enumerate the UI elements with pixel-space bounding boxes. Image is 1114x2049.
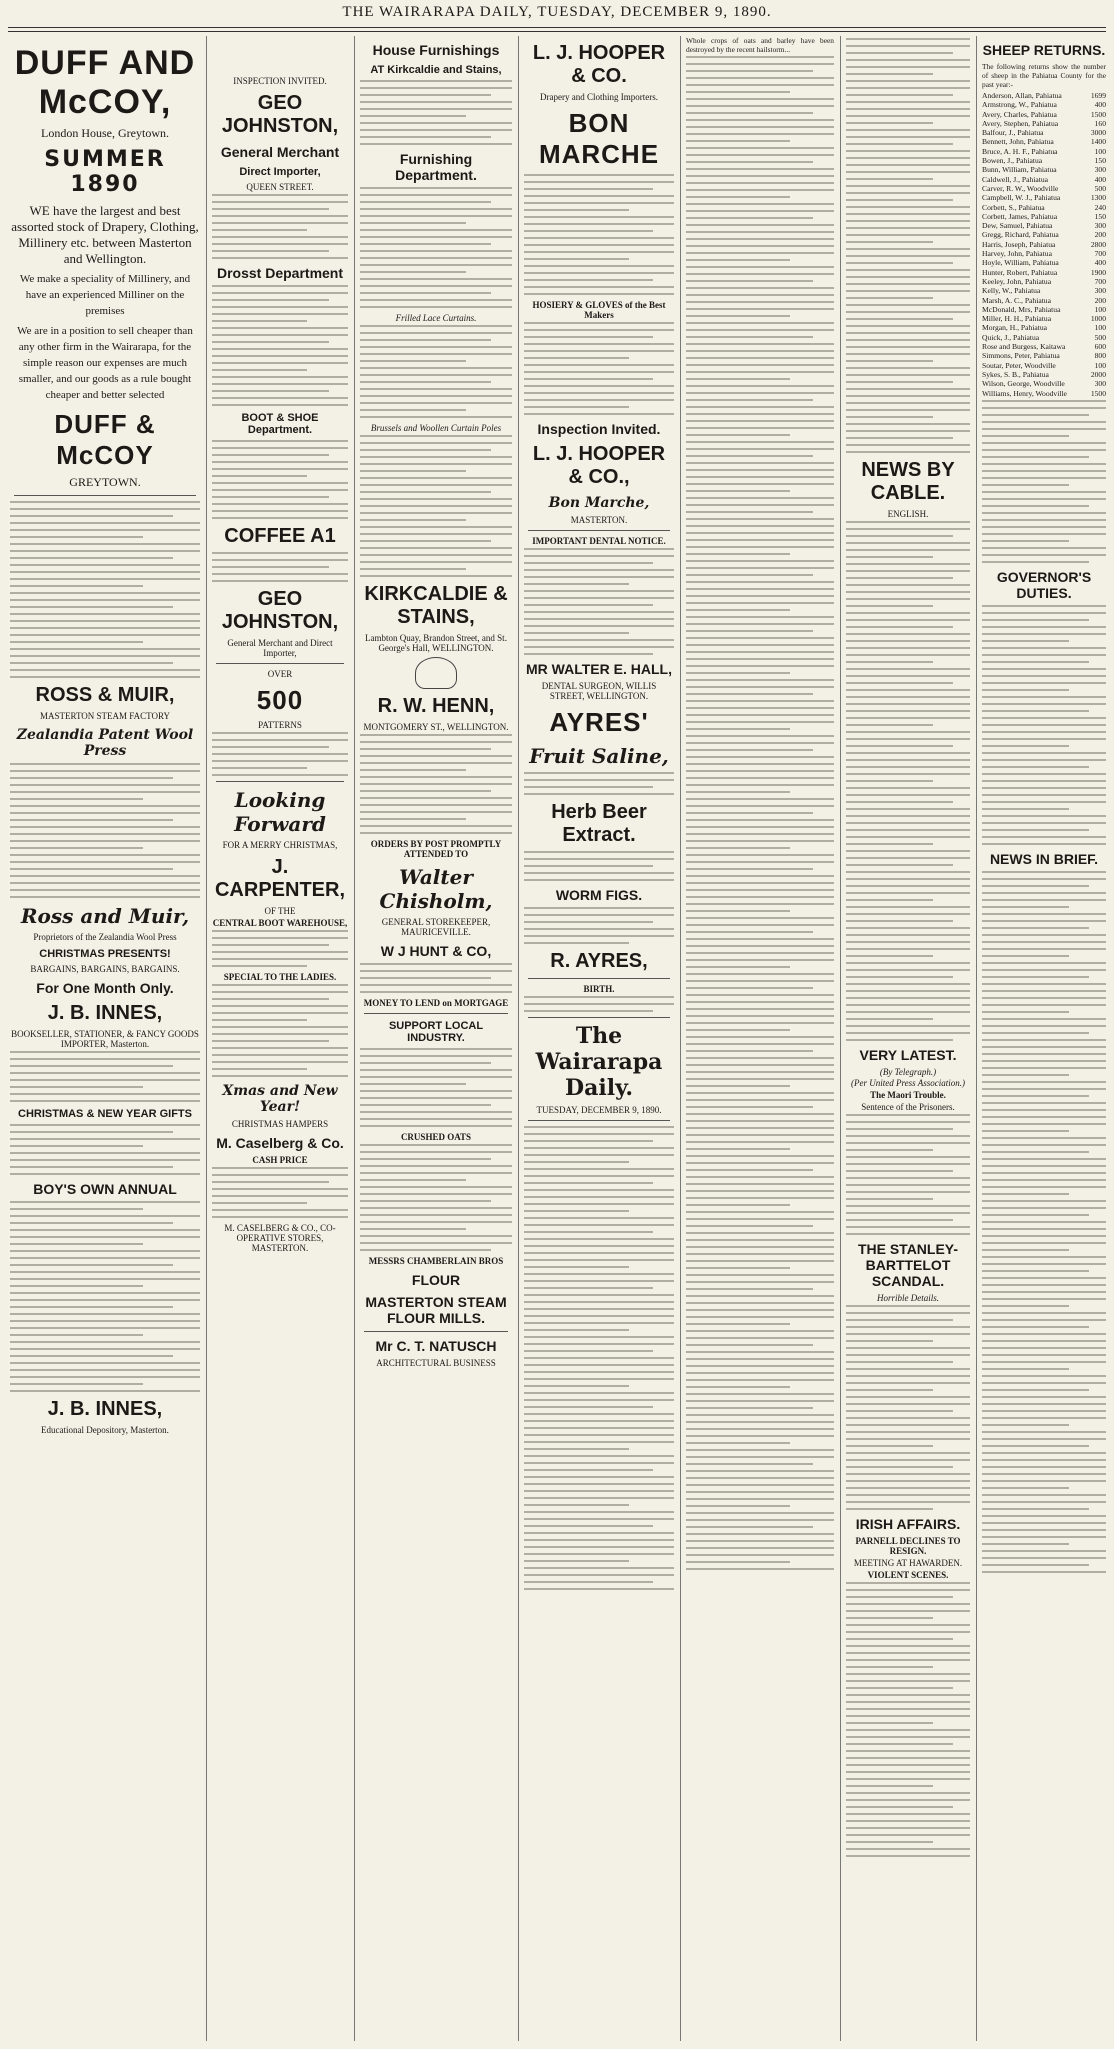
chamberlain-bros: MESSRS CHAMBERLAIN BROS [368, 1256, 504, 1266]
sheep-owner-row [982, 110, 1106, 119]
millinery-note: We make a speciality of Millinery, and have an experienced Milliner on the premises [19, 273, 191, 317]
sheep-count: 100 [1094, 323, 1106, 333]
ayres-heading: AYRES' [549, 707, 649, 737]
sheep-count: 2800 [1090, 239, 1106, 249]
sheep-owner-row [982, 165, 1106, 174]
news-text [846, 1114, 970, 1235]
sheep-count: 1500 [1090, 388, 1106, 398]
text-block [524, 996, 674, 1012]
sheep-owner-row [982, 379, 1106, 388]
sheep-owner-row [982, 203, 1106, 212]
sheep-count: 3000 [1090, 128, 1106, 138]
column-2 [212, 36, 348, 2041]
geo-johnston-repeat: GEO JOHNSTON, [221, 588, 339, 633]
governors-duties: GOVERNOR'S DUTIES. [996, 568, 1092, 601]
owner-name: Simmons, Peter, Pahiatua [982, 351, 1060, 361]
owner-name: Bunn, William, Pahiatua [982, 165, 1057, 175]
position-note: We are in a position to sell cheaper than any other firm in the Wairarapa, for the simple reason our expenses are much smaller, and our goods as a rule bought cheaper and better selected [17, 325, 193, 401]
text-block [10, 1201, 200, 1392]
direct-importer: Direct Importer, [239, 166, 321, 178]
hosiery-gloves: HOSIERY & GLOVES of the Best Makers [532, 300, 666, 320]
text-block [212, 552, 348, 582]
of-the: OF THE [264, 906, 296, 916]
text-block [10, 501, 200, 678]
sheep-owner-row [982, 323, 1106, 332]
dental-notice: IMPORTANT DENTAL NOTICE. [532, 536, 666, 546]
wool-press: Zealandia Patent Wool Press [16, 727, 194, 759]
at-kirkcaldie: AT Kirkcaldie and Stains, [370, 64, 502, 76]
text-block [360, 734, 512, 834]
lambton-quay: Lambton Quay, Brandon Street, and St. George's Hall, WELLINGTON. [365, 633, 507, 653]
money-to-lend: MONEY TO LEND on MORTGAGE [363, 998, 509, 1008]
sentence: Sentence of the Prisoners. [861, 1102, 955, 1112]
ross-muir-note: Proprietors of the Zealandia Wool Press [33, 932, 177, 942]
sheep-count: 240 [1094, 202, 1106, 212]
owner-name: Bowen, J., Pahiatua [982, 156, 1043, 166]
text-block [360, 1144, 512, 1251]
sheep-owner-row [982, 389, 1106, 398]
curtain-poles: Brussels and Woollen Curtain Poles [370, 423, 502, 433]
owner-name: Williams, Henry, Woodville [982, 388, 1067, 398]
birth-notice: BIRTH. [583, 984, 615, 994]
steam-flour-mills: MASTERTON STEAM FLOUR MILLS. [365, 1294, 507, 1326]
sheep-count: 1400 [1090, 137, 1106, 147]
summer-banner: SUMMER 1890 [44, 147, 166, 197]
sheep-count: 100 [1094, 304, 1106, 314]
hawarden-meeting: MEETING AT HAWARDEN. [853, 1558, 963, 1568]
boot-department: BOOT & SHOE Department. [241, 412, 319, 436]
carpenter-heading: J. CARPENTER, [214, 856, 345, 901]
text-block [360, 435, 512, 577]
hall-heading: MR WALTER E. HALL, [526, 661, 672, 677]
herb-beer: Herb Beer Extract. [551, 801, 647, 846]
owner-name: Campbell, W. J., Pahiatua [982, 193, 1061, 203]
column-rule [976, 36, 977, 2041]
sheep-count: 400 [1094, 100, 1106, 110]
christmas-hampers: CHRISTMAS HAMPERS [231, 1119, 329, 1129]
owner-name: Rose and Burgess, Kaitawa [982, 342, 1066, 352]
inspection-invited: Inspection Invited. [537, 421, 661, 437]
news-text [686, 56, 834, 1570]
text-block [524, 322, 674, 415]
owner-name: Corbett, S., Pahiatua [982, 202, 1045, 212]
text-block [524, 772, 674, 795]
kirkcaldie-stains-heading: KIRKCALDIE & STAINS, [364, 583, 508, 628]
henn-sub: MONTGOMERY ST., WELLINGTON. [363, 722, 509, 732]
column-1 [10, 36, 200, 2041]
divider [364, 1013, 508, 1014]
owner-name: Avery, Stephen, Pahiatua [982, 118, 1059, 128]
divider [528, 978, 670, 979]
general-merchant: General Merchant [220, 144, 340, 160]
sheep-owner-row [982, 147, 1106, 156]
divider [216, 663, 344, 664]
natusch-sub: ARCHITECTURAL BUSINESS [376, 1358, 496, 1368]
sheep-owner-row [982, 333, 1106, 342]
royal-crest-icon [415, 657, 457, 689]
news-text [982, 400, 1106, 563]
column-rule [840, 36, 841, 2041]
english-section: ENGLISH. [887, 509, 929, 519]
special-ladies: SPECIAL TO THE LADIES. [223, 972, 337, 982]
storekeeper: GENERAL STOREKEEPER, MAURICEVILLE. [381, 917, 491, 937]
column-3 [360, 36, 512, 2041]
sheep-count: 700 [1094, 249, 1106, 259]
by-telegraph: (By Telegraph.) [879, 1067, 937, 1077]
natusch-heading: Mr C. T. NATUSCH [375, 1338, 497, 1354]
text-block [10, 1051, 200, 1102]
sheep-count: 600 [1094, 342, 1106, 352]
sheep-count: 2000 [1090, 369, 1106, 379]
sheep-owner-row [982, 128, 1106, 137]
chisholm-heading: Walter Chisholm, [379, 865, 493, 913]
sheep-count: 500 [1094, 332, 1106, 342]
divider [528, 530, 670, 531]
owner-name: Keeley, John, Pahiatua [982, 276, 1052, 286]
sheep-count: 1699 [1090, 91, 1106, 100]
over-label: OVER [267, 669, 293, 679]
xmas-gifts: CHRISTMAS & NEW YEAR GIFTS [18, 1108, 192, 1120]
divider [216, 781, 344, 782]
irish-affairs: IRISH AFFAIRS. [855, 1516, 961, 1532]
sheep-count: 150 [1094, 211, 1106, 221]
lace-curtains: Frilled Lace Curtains. [395, 313, 477, 323]
owner-name: Morgan, H., Pahiatua [982, 323, 1048, 333]
sheep-owner-row [982, 277, 1106, 286]
sheep-count: 100 [1094, 360, 1106, 370]
stanley-scandal: THE STANLEY-BARTTELOT SCANDAL. [857, 1241, 959, 1289]
innes-sub: BOOKSELLER, STATIONER, & FANCY GOODS IMPORTER, Masterton. [11, 1029, 199, 1049]
patterns-number: 500 [256, 685, 304, 715]
owner-name: Wilson, George, Woodville [982, 379, 1065, 389]
masterton: MASTERTON. [570, 515, 628, 525]
text-block [524, 851, 674, 881]
sheep-count: 100 [1094, 146, 1106, 156]
sheep-count: 1300 [1090, 193, 1106, 203]
sheep-intro: The following returns show the number of sheep in the Pahiatua County for the past year:- [982, 62, 1106, 89]
column-7 [982, 36, 1106, 2041]
text-block [360, 325, 512, 418]
sheep-count: 1500 [1090, 109, 1106, 119]
editorial-text [524, 1126, 674, 1590]
central-boot-warehouse: CENTRAL BOOT WAREHOUSE, [212, 918, 348, 928]
sheep-owner-row [982, 156, 1106, 165]
owner-name: Hunter, Robert, Pahiatua [982, 267, 1058, 277]
masthead-rule [8, 27, 1106, 28]
duff-mccoy-heading: DUFF AND McCOY, [14, 44, 196, 121]
sheep-owner-row [982, 314, 1106, 323]
column-5-lead: Whole crops of oats and barley have been destroyed by the recent hailstorm... [686, 36, 834, 54]
sheep-count: 400 [1094, 258, 1106, 268]
text-block [360, 1048, 512, 1127]
text-block [360, 80, 512, 145]
text-block [212, 440, 348, 519]
fruit-saline: Fruit Saline, [529, 744, 669, 768]
owner-name: McDonald, Mrs, Pahiatua [982, 304, 1061, 314]
innes-heading: J. B. INNES, [47, 1002, 163, 1024]
sheep-list [982, 91, 1106, 398]
owner-name: Corbett, James, Pahiatua [982, 211, 1058, 221]
sheep-count: 160 [1094, 118, 1106, 128]
sheep-owner-row [982, 91, 1106, 100]
sheep-count: 500 [1094, 183, 1106, 193]
masthead: THE WAIRARAPA DAILY, TUESDAY, DECEMBER 9, 1890. [342, 4, 772, 20]
divider [528, 1120, 670, 1121]
stock-intro: WE have the largest and best assorted stock of Drapery, Clothing, Millinery etc. between Masterton and Wellington. [11, 203, 199, 266]
column-rule [518, 36, 519, 2041]
ross-muir-heading: ROSS & MUIR, [35, 684, 175, 706]
owner-name: Balfour, J., Pahiatua [982, 128, 1044, 138]
news-text [982, 605, 1106, 845]
sheep-owner-row [982, 249, 1106, 258]
crushed-oats: CRUSHED OATS [400, 1132, 472, 1142]
owner-name: Gregg, Richard, Pahiatua [982, 230, 1059, 240]
xmas-new-year: Xmas and New Year! [222, 1083, 338, 1115]
sheep-count: 300 [1094, 286, 1106, 296]
flour: FLOUR [411, 1272, 461, 1288]
sheep-count: 700 [1094, 276, 1106, 286]
coffee-a1: COFFEE A1 [224, 525, 336, 547]
sheep-owner-row [982, 119, 1106, 128]
sheep-owner-row [982, 184, 1106, 193]
violent-scenes: VIOLENT SCENES. [867, 1570, 949, 1580]
bon-marche-sub: Bon Marche, [548, 495, 650, 511]
news-text [982, 871, 1106, 1573]
sheep-owner-row [982, 342, 1106, 351]
sheep-count: 400 [1094, 174, 1106, 184]
inspection-invited: INSPECTION INVITED. [233, 76, 327, 86]
text-block [524, 548, 674, 655]
text-block [212, 1167, 348, 1218]
merry-christmas: FOR A MERRY CHRISTMAS, [222, 840, 338, 850]
sheep-count: 300 [1094, 221, 1106, 231]
sheep-count: 150 [1094, 156, 1106, 166]
column-rule [206, 36, 207, 2041]
sheep-owner-row [982, 212, 1106, 221]
editorial-date: TUESDAY, DECEMBER 9, 1890. [536, 1105, 662, 1115]
sheep-owner-row [982, 221, 1106, 230]
owner-name: Harris, Joseph, Pahiatua [982, 239, 1056, 249]
bon-marche: BON MARCHE [538, 108, 660, 169]
sheep-count: 200 [1094, 295, 1106, 305]
owner-name: Sykes, S. B., Pahiatua [982, 369, 1049, 379]
text-block [212, 984, 348, 1077]
greytown: GREYTOWN. [69, 475, 141, 489]
sheep-owner-row [982, 351, 1106, 360]
geo-johnston-heading: GEO JOHNSTON, [221, 92, 339, 137]
hall-sub: DENTAL SURGEON, WILLIS STREET, WELLINGTON. [541, 681, 657, 701]
owner-name: Dew, Samuel, Pahiatua [982, 221, 1053, 231]
very-latest: VERY LATEST. [859, 1047, 957, 1063]
hooper-heading-repeat: L. J. HOOPER & CO., [532, 443, 666, 488]
drapery-importers: Drapery and Clothing Importers. [540, 92, 658, 102]
owner-name: Anderson, Allan, Pahiatua [982, 91, 1062, 100]
geo-johnston-repeat-sub: General Merchant and Direct Importer, [227, 638, 333, 658]
sheep-owner-row [982, 305, 1106, 314]
house-furnishings: House Furnishings [372, 42, 500, 58]
parnell-declines: PARNELL DECLINES TO RESIGN. [855, 1536, 961, 1556]
news-text [846, 1582, 970, 1857]
looking-forward: Looking Forward [234, 788, 326, 836]
sheep-owner-row [982, 361, 1106, 370]
news-by-cable: NEWS BY CABLE. [861, 459, 955, 504]
divider [14, 495, 196, 496]
caselberg-footer: M. CASELBERG & CO., CO-OPERATIVE STORES, MASTERTON. [224, 1223, 336, 1253]
text-block [212, 285, 348, 406]
sheep-owner-row [982, 175, 1106, 184]
sheep-count: 1900 [1090, 267, 1106, 277]
owner-name: Miller, H. H., Pahiatua [982, 314, 1052, 324]
ross-muir-repeat: Ross and Muir, [20, 904, 190, 928]
text-block [524, 907, 674, 944]
text-block [10, 1124, 200, 1175]
ross-muir-sub: MASTERTON STEAM FACTORY [40, 711, 170, 721]
news-text [846, 1305, 970, 1510]
owner-name: Marsh, A. C., Pahiatua [982, 295, 1051, 305]
one-month: For One Month Only. [36, 980, 174, 996]
text-block [212, 194, 348, 259]
sheep-count: 300 [1094, 379, 1106, 389]
text-block [212, 732, 348, 776]
queen-street: QUEEN STREET. [246, 182, 314, 192]
caselberg-heading: M. Caselberg & Co. [216, 1135, 344, 1151]
sheep-owner-row [982, 258, 1106, 267]
owner-name: Caldwell, J., Pahiatua [982, 174, 1049, 184]
divider [528, 1017, 670, 1018]
owner-name: Hoyle, William, Pahiatua [982, 258, 1059, 268]
worm-figs: WORM FIGS. [555, 887, 643, 903]
sheep-owner-row [982, 286, 1106, 295]
christmas-presents: CHRISTMAS PRESENTS! [39, 948, 171, 960]
owner-name: Quick, J., Pahiatua [982, 332, 1040, 342]
cash-price: CASH PRICE [252, 1155, 308, 1165]
bargains: BARGAINS, BARGAINS, BARGAINS. [30, 964, 180, 974]
owner-name: Avery, Charles, Pahiatua [982, 109, 1057, 119]
henn-heading: R. W. HENN, [377, 695, 495, 717]
owner-name: Armstrong, W., Pahiatua [982, 100, 1057, 110]
innes-repeat: J. B. INNES, [47, 1398, 163, 1420]
sheep-owner-row [982, 370, 1106, 379]
news-in-brief: NEWS IN BRIEF. [989, 850, 1099, 867]
duff-mccoy-repeat: DUFF & McCOY [54, 409, 156, 470]
ayres-name: R. AYRES, [550, 950, 648, 972]
orders-by-post: ORDERS BY POST PROMPTLY ATTENDED TO [370, 839, 502, 859]
owner-name: Bruce, A. H. F., Pahiatua [982, 146, 1058, 156]
text-block [10, 763, 200, 898]
patterns-label: PATTERNS [258, 720, 302, 730]
news-text [846, 521, 970, 1041]
sheep-owner-row [982, 296, 1106, 305]
sheep-count: 300 [1094, 165, 1106, 175]
column-5 [686, 36, 834, 2041]
owner-name: Harvey, John, Pahiatua [982, 249, 1052, 259]
sheep-owner-row [982, 100, 1106, 109]
furnishing-department: Furnishing Department. [395, 151, 477, 183]
column-6 [846, 36, 970, 2041]
sheep-owner-row [982, 268, 1106, 277]
hooper-heading: L. J. HOOPER & CO. [532, 42, 666, 87]
owner-name: Bennett, John, Pahiatua [982, 137, 1054, 147]
horrible-details: Horrible Details. [877, 1293, 939, 1303]
sheep-owner-row [982, 230, 1106, 239]
sheep-owner-row [982, 240, 1106, 249]
text-block [360, 963, 512, 993]
sheep-count: 1000 [1090, 314, 1106, 324]
text-block [360, 187, 512, 308]
column-4 [524, 36, 674, 2041]
london-house: London House, Greytown. [41, 126, 169, 140]
boys-own-annual: BOY'S OWN ANNUAL [33, 1181, 177, 1197]
text-block [524, 174, 674, 295]
sheep-count: 200 [1094, 230, 1106, 240]
sheep-owner-row [982, 137, 1106, 146]
drapery-department: Drosst Department [216, 265, 344, 281]
press-association: (Per United Press Association.) [851, 1078, 965, 1088]
masthead-rule-2 [8, 31, 1106, 32]
support-local-industry: SUPPORT LOCAL INDUSTRY. [388, 1020, 484, 1044]
hunt-heading: W J HUNT & CO, [380, 943, 492, 959]
editorial-masthead: The Wairarapa Daily. [535, 1023, 663, 1101]
owner-name: Soutar, Peter, Woodville [982, 360, 1056, 370]
column-rule [680, 36, 681, 2041]
sheep-owner-row [982, 193, 1106, 202]
sheep-returns: SHEEP RETURNS. [982, 42, 1106, 58]
maori-trouble: The Maori Trouble. [870, 1090, 946, 1100]
innes-footer: Educational Depository, Masterton. [41, 1425, 169, 1435]
owner-name: Carver, R. W., Woodville [982, 183, 1059, 193]
text-block [212, 930, 348, 967]
divider [364, 1331, 508, 1332]
news-text [846, 38, 970, 453]
owner-name: Kelly, W., Pahiatua [982, 286, 1041, 296]
column-rule [354, 36, 355, 2041]
sheep-count: 800 [1094, 351, 1106, 361]
